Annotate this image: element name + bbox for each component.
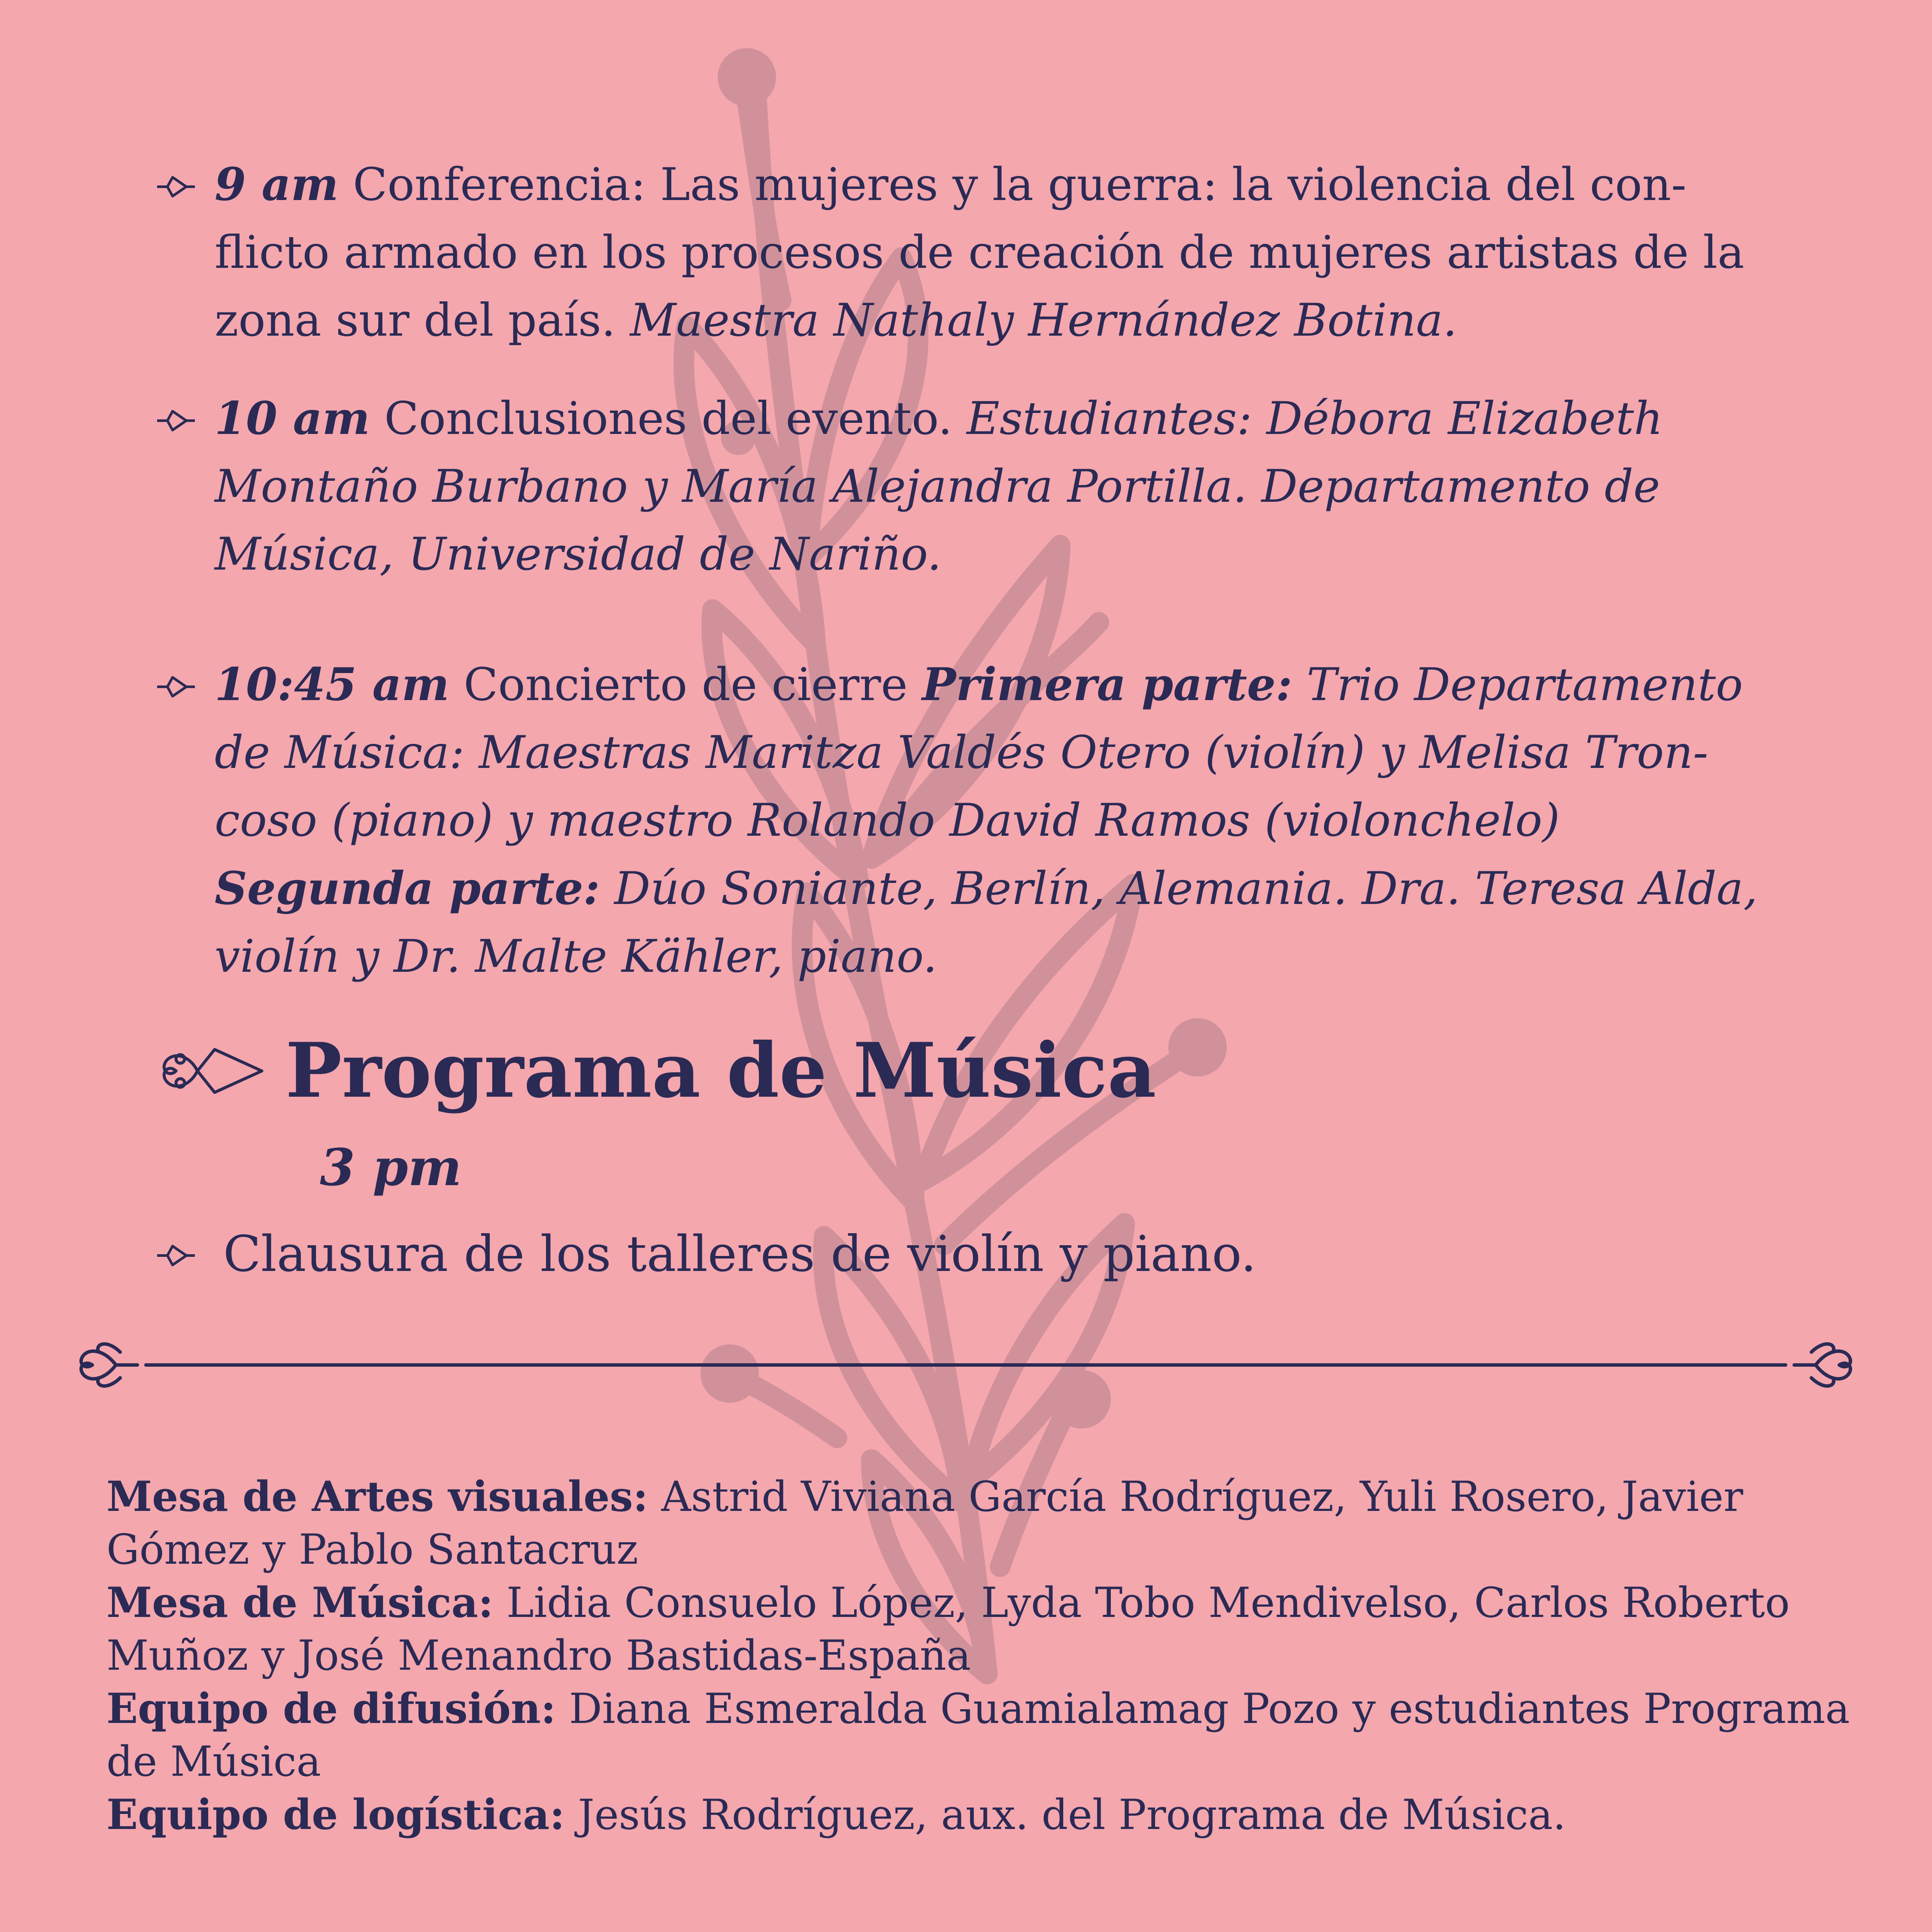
diamond-bullet-icon <box>155 408 196 434</box>
schedule-title: Conferencia: Las mujeres y la guerra: la violencia del con-flicto armado en los procesos de creación de mujeres artistas de la zona sur del país. <box>215 158 1744 346</box>
credit-line <box>106 1788 1866 1841</box>
flourish-divider-icon <box>69 1335 1863 1395</box>
section-title: Programa de Música <box>285 1027 1156 1115</box>
credit-text: Lidia Consuelo López, Lyda Tobo Mendivelso, Carlos Roberto Muñoz y José Menandro Bastidas-España <box>106 1579 1790 1680</box>
schedule-item <box>159 150 1773 354</box>
credit-line <box>106 1682 1866 1788</box>
schedule-title: Concierto de cierre <box>464 658 908 711</box>
credit-label: Mesa de Música: <box>106 1578 494 1627</box>
credit-label: Equipo de difusión: <box>106 1684 556 1733</box>
credit-label: Mesa de Artes visuales: <box>106 1472 648 1521</box>
credit-text: Jesús Rodríguez, aux. del Programa de Música. <box>578 1791 1566 1839</box>
schedule-speaker: Maestra Nathaly Hernández Botina. <box>630 294 1457 346</box>
diamond-bullet-icon <box>155 1243 196 1268</box>
scroll-ornament-icon <box>155 1045 266 1097</box>
credit-text: Diana Esmeralda Guamialamag Pozo y estudiantes Programa de Música <box>106 1685 1850 1786</box>
schedule-speaker: Estudiantes: Débora Elizabeth Montaño Burbano y María Alejandra Portilla. Departamento de Música, Universidad de Nariño. <box>215 392 1663 580</box>
diamond-bullet-icon <box>155 174 196 200</box>
schedule-time: 10:45 am <box>215 658 449 711</box>
section-time: 3 pm <box>320 1137 462 1197</box>
section-heading <box>155 1028 1185 1114</box>
part-two-text: Dúo Soniante, Berlín, Alemania. Dra. Teresa Alda, violín y Dr. Malte Kähler, piano. <box>215 862 1758 983</box>
credits <box>106 1470 1866 1841</box>
part-one-label: Primera parte: <box>922 658 1292 711</box>
credit-line <box>106 1470 1866 1576</box>
schedule-title: Conclusiones del evento. <box>384 392 952 445</box>
diamond-bullet-icon <box>155 674 196 700</box>
part-one-text: Trio Departamento de Música: Maestras Maritza Valdés Otero (violín) y Melisa Tron-coso (piano) y maestro Rolando David Ramos (violonchelo) <box>215 658 1743 846</box>
schedule-time: 10 am <box>215 391 370 445</box>
part-two-label: Segunda parte: <box>215 861 600 915</box>
schedule-time: 9 am <box>215 158 339 211</box>
credit-text: Astrid Viviana García Rodríguez, Yuli Rosero, Javier Gómez y Pablo Santacruz <box>106 1473 1744 1574</box>
credit-label: Equipo de logística: <box>106 1790 565 1839</box>
section-item <box>159 1219 1447 1290</box>
section-item-text: Clausura de los talleres de violín y piano. <box>223 1225 1257 1283</box>
credit-line <box>106 1576 1866 1682</box>
schedule-item <box>159 650 1773 990</box>
schedule-item <box>159 384 1773 588</box>
